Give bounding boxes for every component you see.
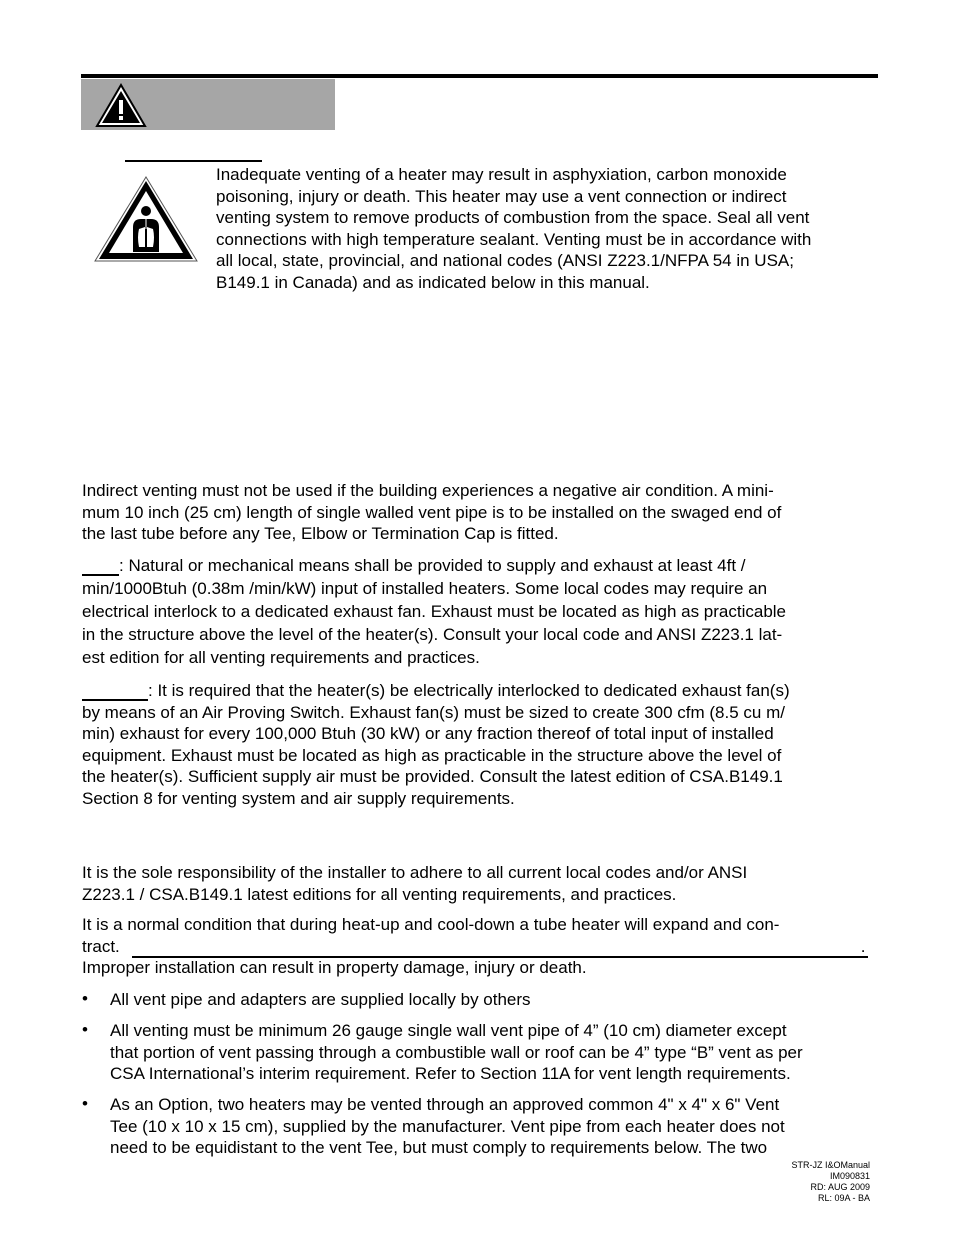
text-line: the heater(s). Sufficient supply air must be provided. Consult the latest edition of CSA.B149.1	[82, 767, 783, 786]
canada-requirements-paragraph	[82, 680, 790, 809]
footer-release-date: RD: AUG 2009	[810, 1182, 870, 1192]
indirect-venting-paragraph	[82, 480, 781, 545]
text-line: mum 10 inch (25 cm) length of single walled vent pipe is to be installed on the swaged end of	[82, 502, 782, 522]
footer-document-id: IM090831	[829, 1171, 870, 1181]
expansion-paragraph	[82, 914, 866, 979]
text-line: in the structure above the level of the heater(s). Consult your local code and ANSI Z223.1 lat-	[82, 625, 783, 644]
usa-requirements-paragraph	[82, 555, 786, 670]
installer-responsibility-paragraph	[82, 862, 747, 905]
text-line: Section 8 for venting system and air supply requirements.	[82, 788, 515, 808]
text-line: CSA International’s interim requirement. Refer to Section 11A for vent length requirements.	[110, 1064, 791, 1083]
text-line: poisoning, injury or death. This heater may use a vent connection or indirect	[216, 186, 787, 206]
text-line: All venting must be minimum 26 gauge single wall vent pipe of 4” (10 cm) diameter except	[110, 1021, 787, 1040]
text-line: All vent pipe and adapters are supplied locally by others	[110, 990, 531, 1009]
text-line: Inadequate venting of a heater may result in asphyxiation, carbon monoxide	[216, 165, 787, 184]
text-line: equipment. Exhaust must be located as high as practicable in the structure above the level of	[82, 745, 782, 765]
warning-heading-underline	[125, 160, 262, 162]
expansion-blank	[132, 956, 868, 958]
text-line: electrical interlock to a dedicated exhaust fan. Exhaust must be located as high as practicable	[82, 602, 787, 621]
text-line: B149.1 in Canada) and as indicated below in this manual.	[216, 272, 650, 292]
text-line: need to be equidistant to the vent Tee, but must comply to requirements below. The two	[110, 1138, 768, 1157]
text-line: Tee (10 x 10 x 15 cm), supplied by the manufacturer. Vent pipe from each heater does not	[110, 1116, 785, 1136]
text-line: est edition for all venting requirements and practices.	[82, 648, 480, 667]
bullet-item	[110, 1020, 803, 1085]
text-line	[82, 936, 866, 958]
text-line: Improper installation can result in property damage, injury or death.	[82, 958, 587, 977]
bullet-marker: •	[82, 1020, 88, 1039]
footer-manual-name: STR-JZ I&OManual	[791, 1160, 870, 1170]
document-footer	[791, 1160, 870, 1204]
text-line: As an Option, two heaters may be vented through an approved common 4" x 4" x 6" Vent	[110, 1095, 780, 1114]
bullet-marker: •	[82, 1094, 88, 1113]
text-line: min) exhaust for every 100,000 Btuh (30 kW) or any fraction thereof of total input of installed	[82, 724, 774, 743]
footer-revision: RL: 09A - BA	[817, 1193, 870, 1203]
bullet-item	[110, 989, 531, 1011]
text-line: connections with high temperature sealant. Venting must be in accordance with	[216, 229, 812, 249]
text-line: : It is required that the heater(s) be electrically interlocked to dedicated exhaust fan(s)	[148, 681, 790, 700]
text-line: Z223.1 / CSA.B149.1 latest editions for all venting requirements, and practices.	[82, 884, 677, 904]
bullet-item	[110, 1094, 785, 1159]
text-line: It is a normal condition that during heat-up and cool-down a tube heater will expand and con-	[82, 915, 780, 934]
header-rule	[81, 74, 878, 78]
warning-triangle-icon	[95, 83, 147, 128]
text-line: venting system to remove products of combustion from the space. Seal all vent	[216, 208, 810, 227]
text-line: the last tube before any Tee, Elbow or Termination Cap is fitted.	[82, 524, 559, 543]
venting-warning-paragraph	[216, 164, 811, 293]
text-line: Indirect venting must not be used if the building experiences a negative air condition. A mini-	[82, 481, 774, 500]
text-line: min/1000Btuh (0.38m /min/kW) input of installed heaters. Some local codes may require an	[82, 579, 768, 598]
text-line: all local, state, provincial, and national codes (ANSI Z223.1/NFPA 54 in USA;	[216, 251, 794, 270]
bullet-marker: •	[82, 989, 88, 1008]
text-line: that portion of vent passing through a combustible wall or roof can be 4” type “B” vent as per	[110, 1042, 803, 1062]
text-line: : Natural or mechanical means shall be provided to supply and exhaust at least 4ft /	[119, 556, 746, 575]
text-line: by means of an Air Proving Switch. Exhaust fan(s) must be sized to create 300 cfm (8.5 cu m/	[82, 702, 785, 722]
text-fragment: .	[860, 936, 866, 956]
asphyxiation-hazard-icon	[93, 175, 199, 263]
text-fragment: tract.	[82, 936, 120, 956]
text-line: It is the sole responsibility of the installer to adhere to all current local codes and/or ANSI	[82, 863, 748, 882]
